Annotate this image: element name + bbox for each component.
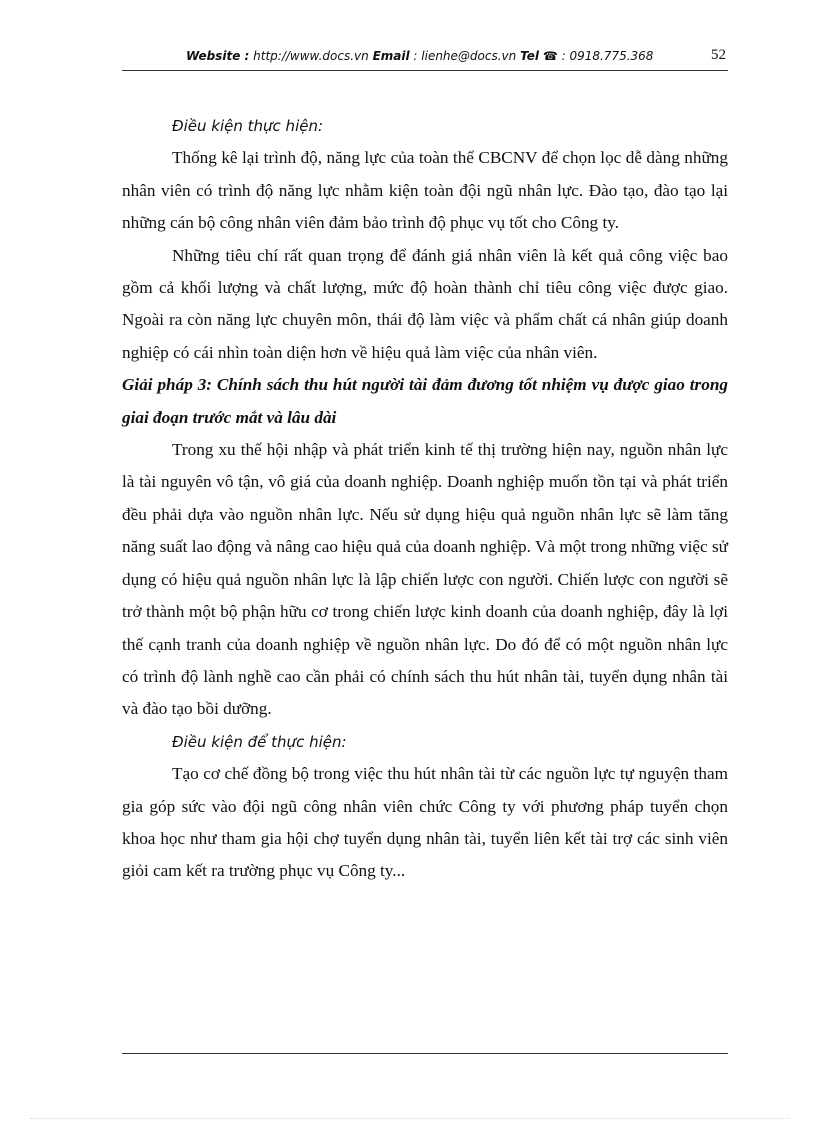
tel-value: : 0918.775.368 — [561, 49, 654, 63]
tel-label: Tel — [520, 49, 539, 63]
footer-rule — [122, 1053, 728, 1054]
page-edge — [30, 1118, 790, 1119]
paragraph-3: Trong xu thế hội nhập và phát triển kinh tế thị trường hiện nay, nguồn nhân lực là tài nguyên vô tận, vô giá của doanh nghiệp. Doanh nghiệp muốn tồn tại và phát triển đều phải dựa vào nguồn nhân lực. Nếu sử dụng hiệu quả nguồn nhân lực sẽ làm tăng năng suất lao động và nâng cao hiệu quả của doanh nghiệp. Và một trong những việc sử dụng có hiệu quả nguồn nhân lực là lập chiến lược con người. Chiến lược con người sẽ trở thành một bộ phận hữu cơ trong chiến lược kinh doanh của doanh nghiệp, đây là lợi thế cạnh tranh của doanh nghiệp về nguồn nhân lực. Do đó để có một nguồn nhân lực có trình độ lành nghề cao cần phải có chính sách thu hút nhân tài, tuyển dụng nhân tài và đào tạo bồi dưỡng. — [122, 440, 728, 719]
website-url[interactable]: http://www.docs.vn — [253, 49, 369, 63]
email-label: Email — [372, 49, 410, 63]
paragraph-2: Những tiêu chí rất quan trọng để đánh giá nhân viên là kết quả công việc bao gồm cả khối lượng và chất lượng, mức độ hoàn thành chỉ tiêu công việc được giao. Ngoài ra còn năng lực chuyên môn, thái độ làm việc và phẩm chất cá nhân giúp doanh nghiệp có cái nhìn toàn diện hơn về hiệu quả làm việc của nhân viên. — [122, 245, 728, 362]
page-header — [122, 44, 728, 71]
email-value[interactable]: : lienhe@docs.vn — [413, 49, 517, 63]
page-number: 52 — [711, 47, 726, 63]
document-body — [122, 110, 728, 888]
paragraph-1: Thống kê lại trình độ, năng lực của toàn thể CBCNV để chọn lọc dễ dàng những nhân viên có trình độ năng lực nhằm kiện toàn đội ngũ nhân lực. Đào tạo, đào tạo lại những cán bộ công nhân viên đảm bảo trình độ phục vụ tốt cho Công ty. — [122, 148, 728, 233]
paragraph-4: Tạo cơ chế đồng bộ trong việc thu hút nhân tài từ các nguồn lực tự nguyện tham gia góp sức vào đội ngũ công nhân viên chức Công ty với phương pháp tuyển chọn khoa học như tham gia hội chợ tuyển dụng nhân tài, tuyển liên kết tài trợ các sinh viên giỏi cam kết ra trường phục vụ Công ty... — [122, 764, 728, 881]
phone-icon: ☎ — [542, 49, 558, 63]
header-contact-line — [186, 49, 653, 63]
solution-3-heading: Giải pháp 3: Chính sách thu hút người tài đảm đương tốt nhiệm vụ được giao trong giai đoạn trước mắt và lâu dài — [122, 375, 728, 427]
condition-heading-1: Điều kiện thực hiện: — [172, 117, 324, 135]
website-label: Website : — [186, 49, 250, 63]
condition-heading-2: Điều kiện để thực hiện: — [172, 732, 347, 751]
